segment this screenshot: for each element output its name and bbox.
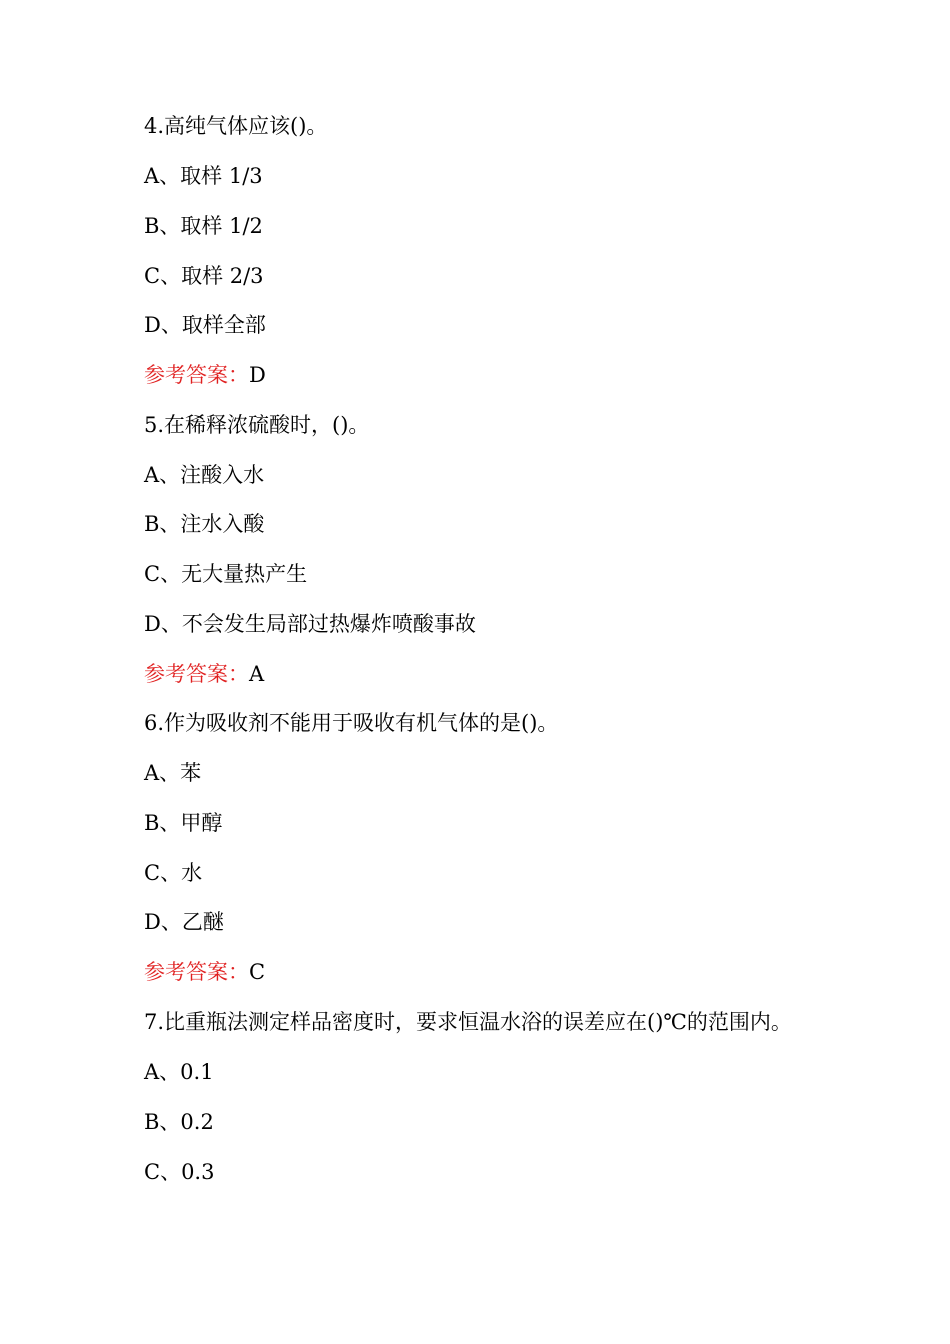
- question-7-stem: 7.比重瓶法测定样品密度时，要求恒温水浴的误差应在()℃的范围内。: [144, 1010, 792, 1034]
- answer-label: 参考答案：: [144, 960, 249, 984]
- question-4-stem: 4.高纯气体应该()。: [144, 114, 328, 138]
- question-5-answer: [144, 660, 264, 688]
- question-5-option-b: B、注水入酸: [144, 512, 265, 536]
- question-4-option-a: A、取样 1/3: [144, 164, 263, 188]
- question-5-option-a: A、注酸入水: [144, 463, 265, 487]
- answer-label: 参考答案：: [144, 662, 249, 686]
- question-6-stem: 6.作为吸收剂不能用于吸收有机气体的是()。: [144, 711, 559, 735]
- answer-label: 参考答案：: [144, 363, 249, 387]
- question-4-option-c: C、取样 2/3: [144, 264, 264, 288]
- question-7-option-b: B、0.2: [144, 1110, 214, 1134]
- question-4-answer: [144, 361, 266, 389]
- question-6-option-a: A、苯: [144, 761, 202, 785]
- question-5-option-d: D、不会发生局部过热爆炸喷酸事故: [144, 612, 476, 636]
- question-5-stem: 5.在稀释浓硫酸时，()。: [144, 413, 370, 437]
- question-6-option-b: B、甲醇: [144, 811, 223, 835]
- answer-value: A: [249, 662, 265, 686]
- question-5-option-c: C、无大量热产生: [144, 562, 308, 586]
- question-7-option-c: C、0.3: [144, 1160, 215, 1184]
- question-6-answer: [144, 958, 265, 986]
- question-4-option-b: B、取样 1/2: [144, 214, 263, 238]
- answer-value: D: [249, 363, 266, 387]
- question-6-option-d: D、乙醚: [144, 910, 224, 934]
- question-7-option-a: A、0.1: [144, 1060, 214, 1084]
- answer-value: C: [249, 960, 266, 984]
- question-6-option-c: C、水: [144, 861, 203, 885]
- question-4-option-d: D、取样全部: [144, 313, 266, 337]
